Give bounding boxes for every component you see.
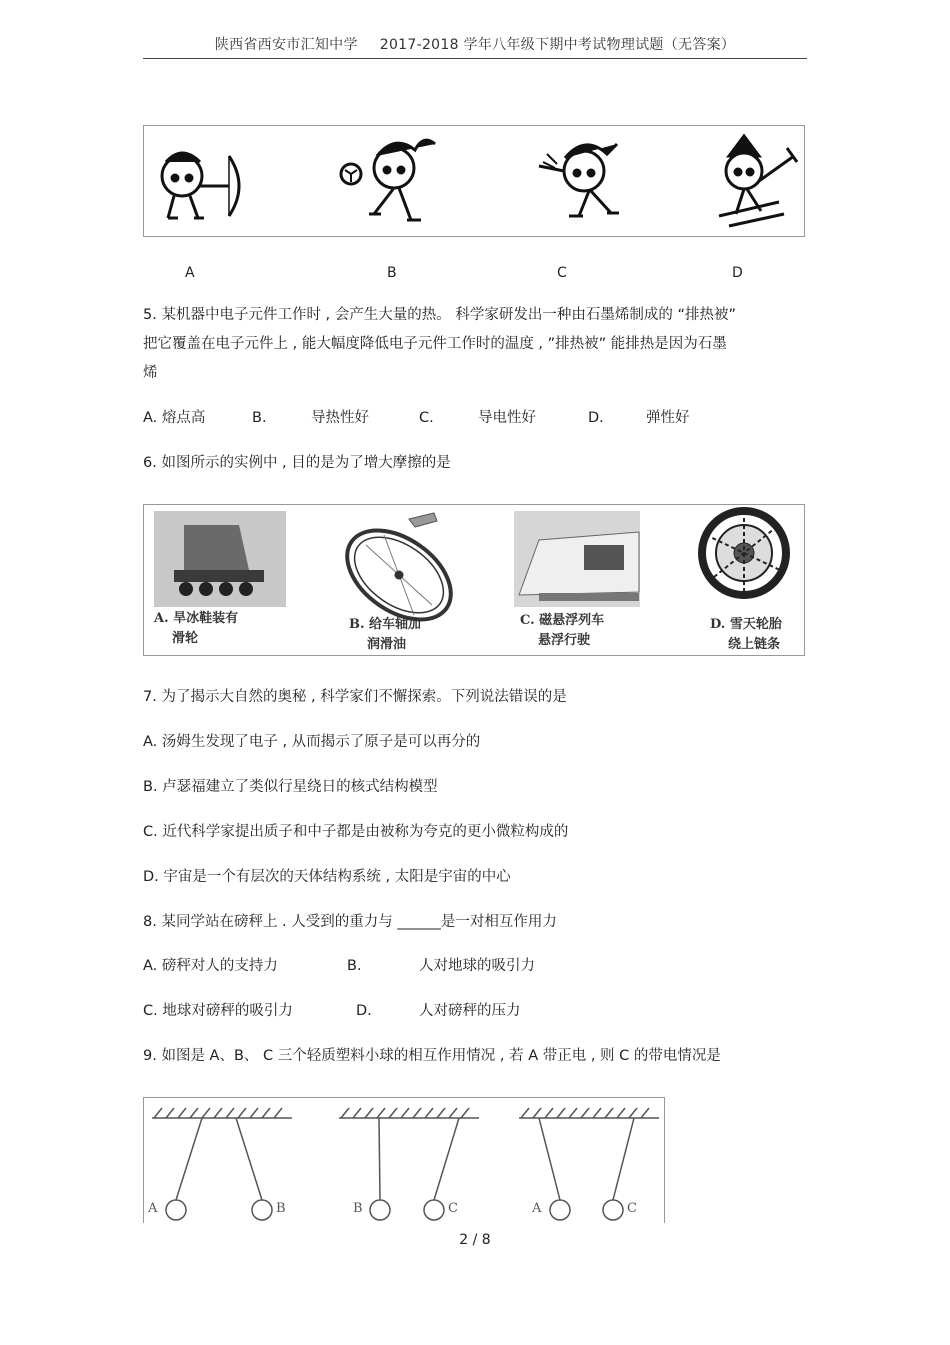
- pendulum-pair-ab: [152, 1108, 292, 1220]
- maglev-train-image: [514, 511, 640, 607]
- q9-figure: [143, 1097, 665, 1223]
- ball-label-b-1: B: [276, 1201, 286, 1216]
- q6-caption-d-2: 绕上链条: [728, 637, 781, 652]
- mascot-soccer-image: [341, 140, 435, 220]
- header-rule: [143, 58, 807, 59]
- q5-option-d-text: 弹性好: [646, 410, 690, 426]
- q5-line-3: 烯: [143, 365, 158, 381]
- mascot-skiing-image: [719, 136, 797, 226]
- q8-option-b-text: 人对地球的吸引力: [419, 958, 535, 974]
- q6-caption-c-2: 悬浮行驶: [538, 633, 591, 648]
- q4-label-d: D: [732, 265, 743, 281]
- q4-label-a: A: [185, 265, 195, 281]
- ball-label-b-2: B: [353, 1201, 363, 1216]
- q7-option-b: B. 卢瑟福建立了类似行星绕日的核式结构模型: [143, 779, 438, 795]
- q5-option-a: A. 熔点高: [143, 410, 206, 426]
- q5-line-1: 5. 某机器中电子元件工作时 , 会产生大量的热。 科学家研发出一种由石墨烯制成的 “排热被”: [143, 307, 737, 323]
- ball-label-a-1: A: [148, 1201, 158, 1216]
- header-school: 陕西省西安市汇知中学: [214, 37, 358, 53]
- q7-option-c: C. 近代科学家提出质子和中子都是由被称为夸克的更小微粒构成的: [143, 824, 569, 840]
- q8-option-d-text: 人对磅秤的压力: [419, 1003, 521, 1019]
- ball-label-a-3: A: [532, 1201, 542, 1216]
- q5-option-c-letter: C.: [419, 410, 434, 426]
- roller-skate-image: [154, 511, 286, 607]
- q7-option-a: A. 汤姆生发现了电子 , 从而揭示了原子是可以再分的: [143, 734, 481, 750]
- q9-stem: 9. 如图是 A、B、 C 三个轻质塑料小球的相互作用情况 , 若 A 带正电 , 则 C 的带电情况是: [143, 1048, 721, 1064]
- q5-option-b-letter: B.: [252, 410, 267, 426]
- q4-figure: [143, 125, 805, 237]
- q5-option-b-text: 导热性好: [311, 410, 369, 426]
- q5-line-2: 把它覆盖在电子元件上 , 能大幅度降低电子元件工作时的温度 , ”排热被” 能排热是因为石墨: [143, 336, 727, 352]
- q6-caption-b-1: B. 给车轴加: [349, 617, 422, 632]
- q4-label-b: B: [387, 265, 397, 281]
- ball-label-c-2: C: [448, 1201, 458, 1216]
- q6-caption-a-1: A. 旱冰鞋装有: [154, 611, 239, 626]
- q5-option-c-text: 导电性好: [478, 410, 536, 426]
- q8-option-b-letter: B.: [347, 958, 362, 974]
- mascot-archery-image: [162, 153, 239, 218]
- q8-stem: 8. 某同学站在磅秤上 . 人受到的重力与 ______是一对相互作用力: [143, 914, 557, 930]
- q7-stem: 7. 为了揭示大自然的奥秘 , 科学家们不懈探索。下列说法错误的是: [143, 689, 567, 705]
- q5-option-d-letter: D.: [588, 410, 604, 426]
- q4-label-c: C: [557, 265, 567, 281]
- header-title: 2017-2018 学年八年级下期中考试物理试题（无答案）: [379, 37, 736, 53]
- q6-caption-c-1: C. 磁悬浮列车: [520, 613, 605, 628]
- q8-option-c: C. 地球对磅秤的吸引力: [143, 1003, 293, 1019]
- q8-option-d-letter: D.: [356, 1003, 372, 1019]
- q6-caption-b-2: 润滑油: [367, 637, 407, 652]
- ball-label-c-3: C: [627, 1201, 637, 1216]
- q8-option-a: A. 磅秤对人的支持力: [143, 958, 278, 974]
- page-number: 2 / 8: [459, 1232, 491, 1248]
- q6-caption-a-2: 滑轮: [172, 631, 199, 646]
- page-header: [143, 34, 807, 54]
- q7-option-d: D. 宇宙是一个有层次的天体结构系统 , 太阳是宇宙的中心: [143, 869, 511, 885]
- snow-tire-chain-image: [702, 511, 786, 595]
- mascot-kicking-image: [539, 144, 619, 216]
- q6-stem: 6. 如图所示的实例中 , 目的是为了增大摩擦的是: [143, 455, 451, 471]
- q6-caption-d-1: D. 雪天轮胎: [710, 617, 782, 632]
- q6-figure: [143, 504, 805, 656]
